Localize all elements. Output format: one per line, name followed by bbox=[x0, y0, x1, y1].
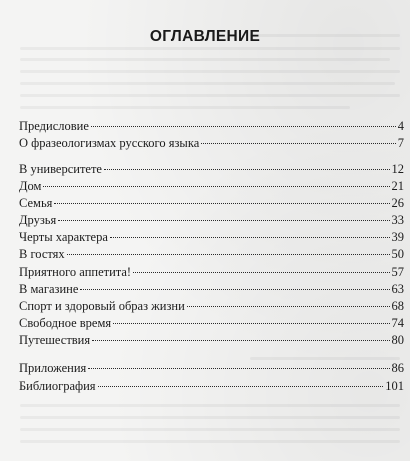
toc-entry-label: Спорт и здоровый образ жизни bbox=[19, 299, 185, 313]
toc-entry-label: Приложения bbox=[19, 361, 87, 375]
toc-entry-page: 57 bbox=[391, 265, 404, 279]
toc-entry[interactable] bbox=[19, 194, 404, 212]
dot-leader bbox=[201, 143, 395, 144]
toc-entry[interactable] bbox=[19, 228, 404, 246]
toc-entry-page: 63 bbox=[391, 282, 404, 296]
dot-leader bbox=[88, 368, 389, 369]
bleed-through-line bbox=[20, 94, 400, 97]
toc-entry[interactable] bbox=[19, 359, 404, 377]
toc-entry-label: В гостях bbox=[19, 247, 65, 261]
page-title: ОГЛАВЛЕНИЕ bbox=[149, 28, 261, 45]
bleed-through-line bbox=[20, 416, 400, 419]
dot-leader bbox=[113, 323, 389, 324]
toc-entry[interactable] bbox=[19, 297, 404, 315]
bleed-through-line bbox=[20, 58, 390, 61]
toc-entry-page: 4 bbox=[397, 119, 404, 133]
toc-entry-label: О фразеологизмах русского языка bbox=[19, 136, 200, 150]
toc-entry-label: В университете bbox=[19, 162, 102, 176]
toc-entry[interactable] bbox=[19, 280, 404, 298]
toc-entry-label: В магазине bbox=[19, 282, 79, 296]
dot-leader bbox=[133, 272, 389, 273]
toc-entry[interactable] bbox=[19, 377, 404, 395]
toc-entry-label: Семья bbox=[19, 196, 53, 210]
toc-entry[interactable] bbox=[19, 263, 404, 281]
toc-entry-page: 12 bbox=[391, 162, 404, 176]
toc-entry[interactable] bbox=[19, 245, 404, 263]
dot-leader bbox=[92, 340, 389, 341]
toc-entry-page: 50 bbox=[391, 247, 404, 261]
bleed-through-line bbox=[20, 106, 350, 109]
toc-entry-page: 80 bbox=[391, 333, 404, 347]
dot-leader bbox=[91, 126, 396, 127]
dot-leader bbox=[80, 289, 389, 290]
toc-entry-label: Библиография bbox=[19, 379, 96, 393]
toc-entry-page: 74 bbox=[391, 316, 404, 330]
toc-entry-label: Друзья bbox=[19, 213, 57, 227]
toc-entry-page: 7 bbox=[397, 136, 404, 150]
dot-leader bbox=[104, 169, 390, 170]
bleed-through-line bbox=[20, 440, 400, 443]
toc-entry-label: Свободное время bbox=[19, 316, 112, 330]
toc-entry-page: 68 bbox=[391, 299, 404, 313]
toc-entry-page: 39 bbox=[391, 230, 404, 244]
toc-entry[interactable] bbox=[19, 160, 404, 178]
bleed-through-line bbox=[20, 404, 400, 407]
toc-entry-label: Дом bbox=[19, 179, 42, 193]
dot-leader bbox=[110, 237, 390, 238]
toc-entry-page: 86 bbox=[391, 361, 404, 375]
toc-entry[interactable] bbox=[19, 211, 404, 229]
toc-entry-label: Путешествия bbox=[19, 333, 91, 347]
toc-entry-label: Приятного аппетита! bbox=[19, 265, 132, 279]
toc-entry[interactable] bbox=[19, 331, 404, 349]
toc-entry-label: Черты характера bbox=[19, 230, 108, 244]
dot-leader bbox=[58, 220, 389, 221]
dot-leader bbox=[187, 306, 390, 307]
bleed-through-line bbox=[20, 428, 400, 431]
bleed-through-line bbox=[20, 47, 400, 50]
toc-entry[interactable] bbox=[19, 134, 404, 152]
toc-entry[interactable] bbox=[19, 177, 404, 195]
dot-leader bbox=[67, 254, 390, 255]
toc-entry[interactable] bbox=[19, 117, 404, 135]
bleed-through-line bbox=[20, 82, 395, 85]
toc-entry[interactable] bbox=[19, 314, 404, 332]
toc-entry-label: Предисловие bbox=[19, 119, 89, 133]
dot-leader bbox=[54, 203, 389, 204]
dot-leader bbox=[43, 186, 389, 187]
toc-entry-page: 33 bbox=[391, 213, 404, 227]
dot-leader bbox=[98, 386, 384, 387]
toc-entry-page: 26 bbox=[391, 196, 404, 210]
toc-entry-page: 101 bbox=[385, 379, 404, 393]
bleed-through-line bbox=[20, 70, 400, 73]
toc-entry-page: 21 bbox=[391, 179, 404, 193]
